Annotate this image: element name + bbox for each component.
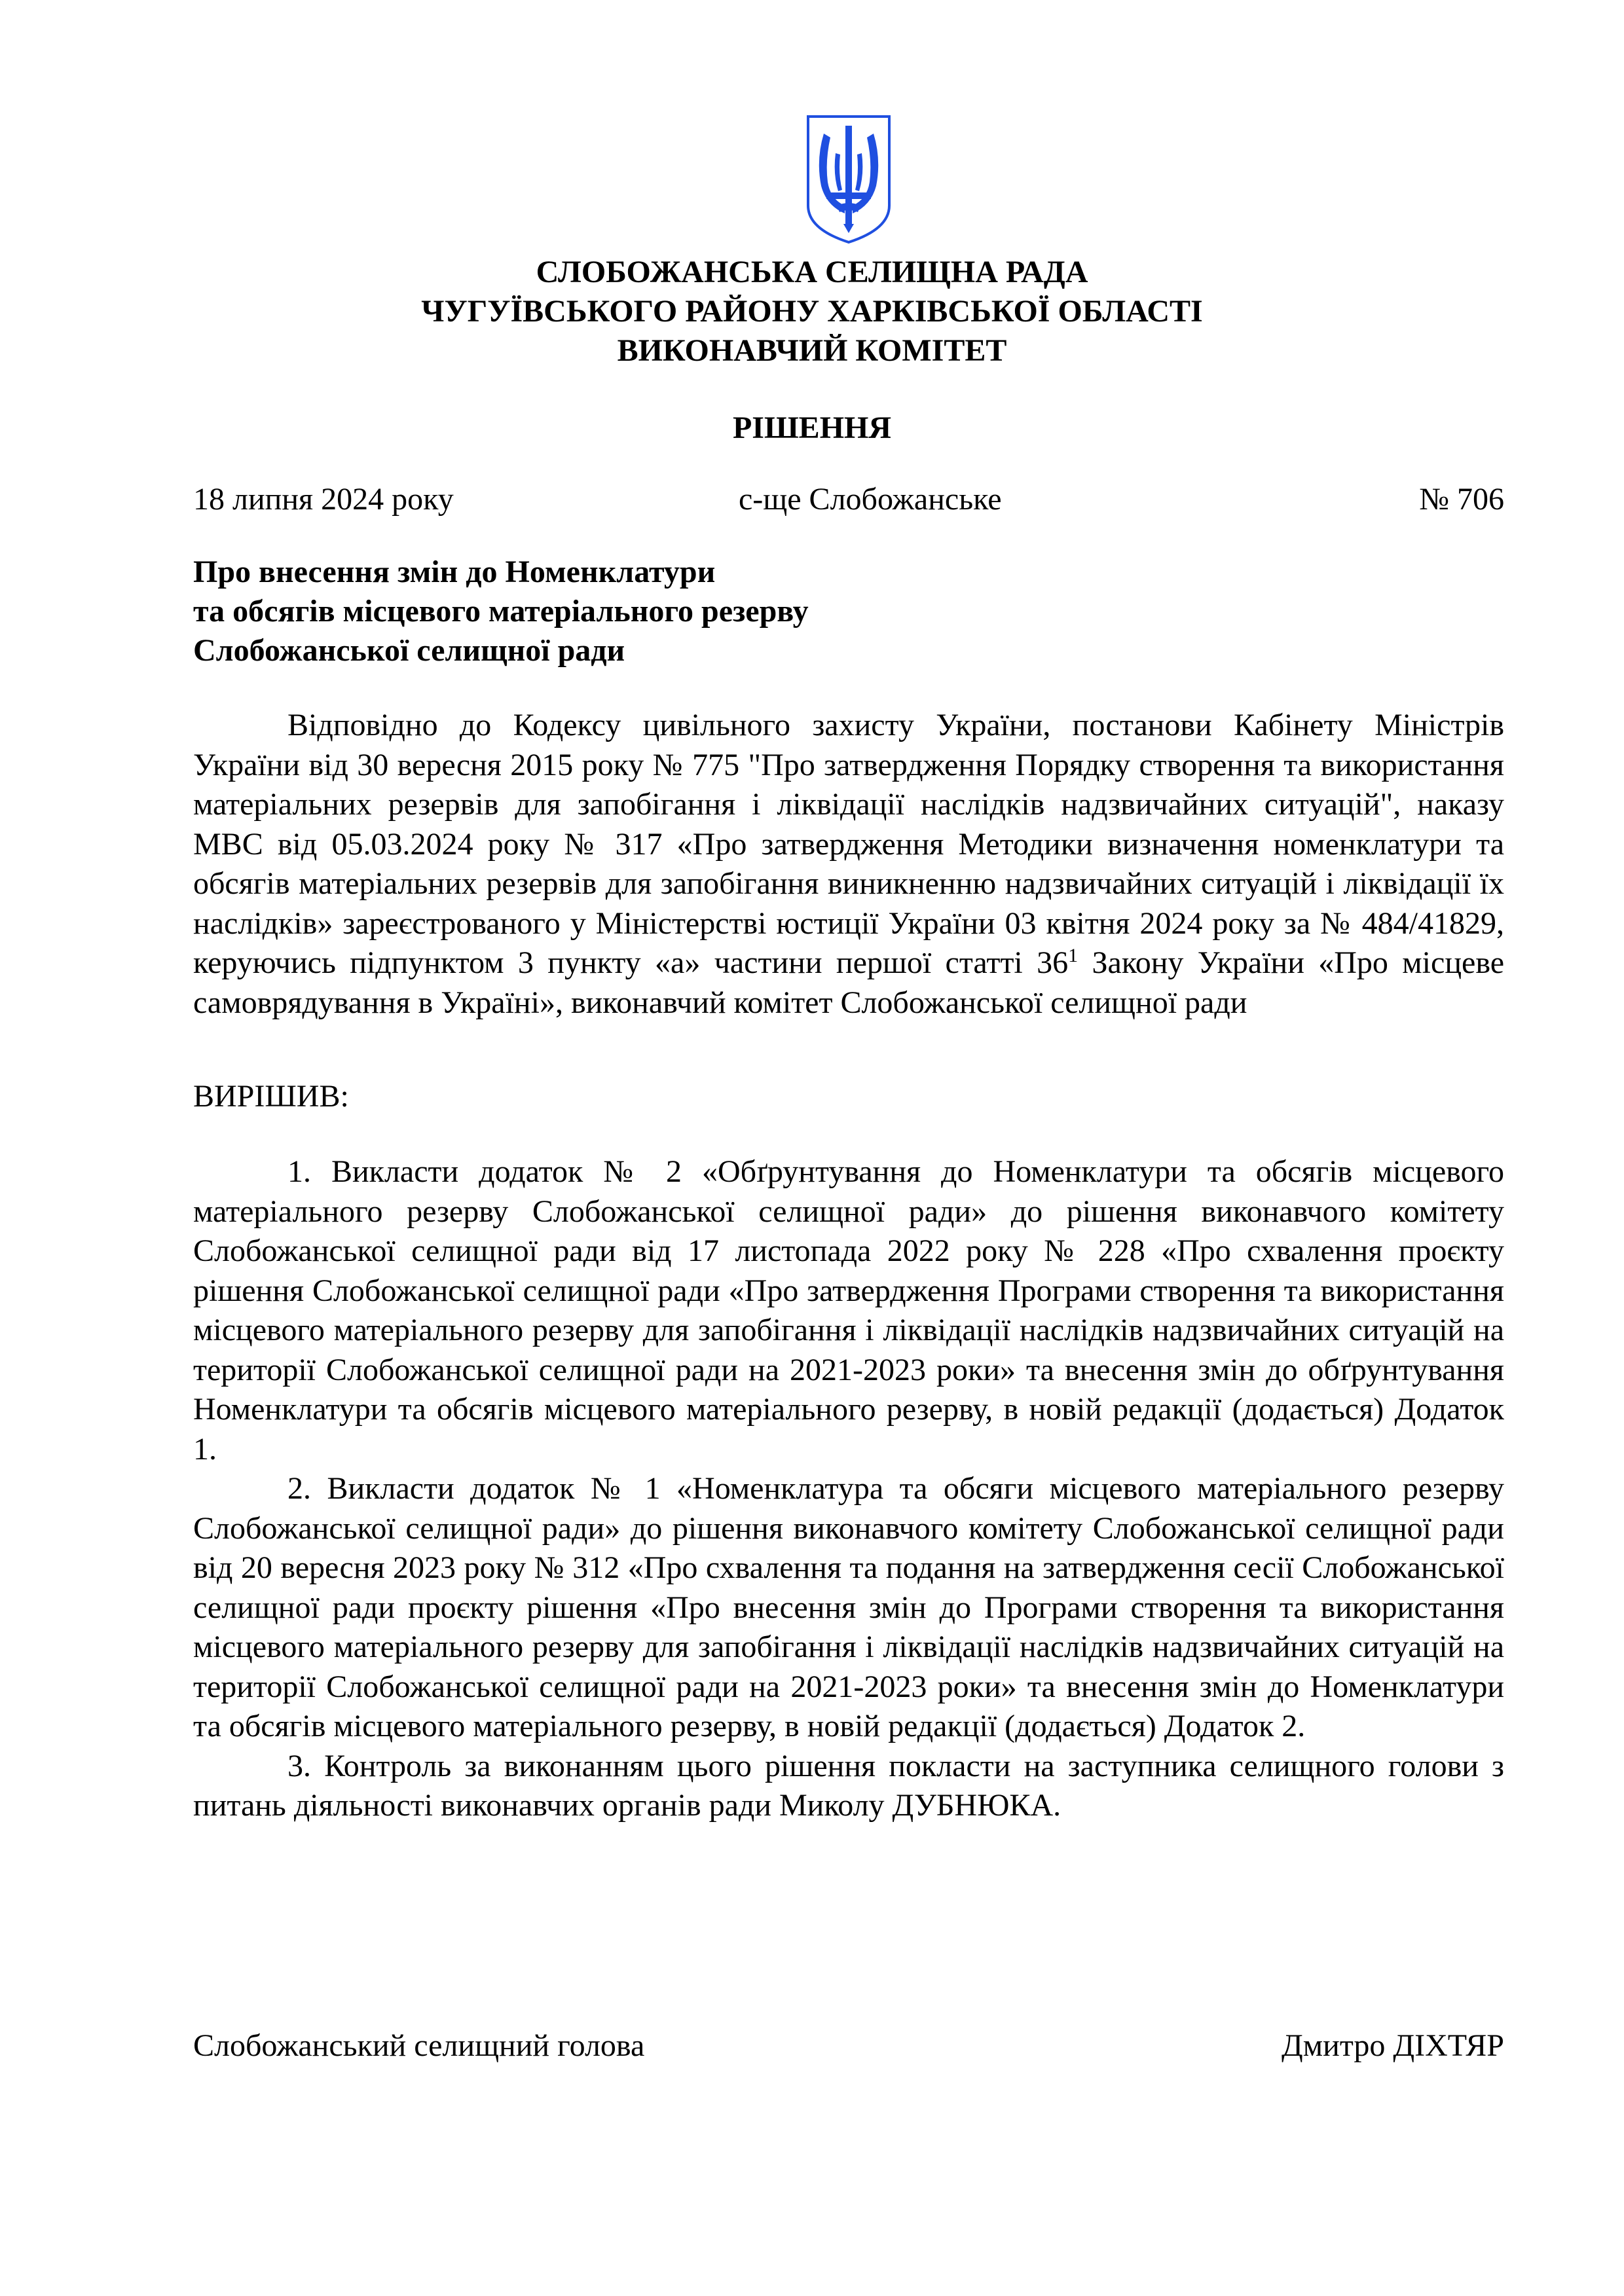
coat-of-arms-icon bbox=[804, 114, 893, 245]
topic-line: Про внесення змін до Номенклатури bbox=[193, 555, 716, 589]
decision-items bbox=[193, 1152, 1504, 1826]
decision-item: 2. Викласти додаток № 1 «Номенклатура та обсяги місцевого матеріального резерву Слобожанської селищної ради» до рішення виконавчого комітету Слобожанської селищної ради від 20 вересня 2023 року № 312 «Про схвалення та подання на затвердження сесії Слобожанської селищної ради проєкту рішення «Про внесення змін до Програми створення та використання місцевого матеріального резерву для запобігання і ліквідації наслідків надзвичайних ситуацій на території Слобожанської селищної ради на 2021-2023 роки» та внесення змін до Номенклатури та обсягів місцевого матеріального резерву, в новій редакції (додається) Додаток 2. bbox=[193, 1471, 1504, 1743]
document-type: РІШЕННЯ bbox=[732, 410, 892, 445]
decision-item: 3. Контроль за виконанням цього рішення покласти на заступника селищного голови з питань діяльності виконавчих органів ради Миколу ДУБНЮКА. bbox=[193, 1748, 1504, 1823]
signatory-name: Дмитро ДІХТЯР bbox=[1282, 2028, 1504, 2063]
resolved-heading: ВИРІШИВ: bbox=[193, 1079, 349, 1114]
council-title: СЛОБОЖАНСЬКА СЕЛИЩНА РАДА bbox=[536, 255, 1088, 289]
decision-number: № 706 bbox=[1419, 482, 1504, 517]
preamble-text-end: Закону України «Про місцеве самоврядування в Україні», виконавчий комітет Слобожанської селищної ради bbox=[193, 945, 1505, 1020]
preamble-superscript: 1 bbox=[1068, 945, 1079, 966]
decision-place: с-ще Слобожанське bbox=[739, 482, 1002, 517]
preamble bbox=[193, 706, 1504, 1023]
committee-title: ВИКОНАВЧИЙ КОМІТЕТ bbox=[617, 333, 1007, 368]
decision-item: 1. Викласти додаток № 2 «Обґрунтування до Номенклатури та обсягів місцевого матеріального резерву Слобожанської селищної ради» до рішення виконавчого комітету Слобожанської селищної ради від 17 листопада 2022 року № 228 «Про схвалення проєкту рішення Слобожанської селищної ради «Про затвердження Програми створення та використання місцевого матеріального резерву для запобігання і ліквідації наслідків надзвичайних ситуацій на території Слобожанської селищної ради на 2021-2023 роки» та внесення змін до обґрунтування Номенклатури та обсягів місцевого матеріального резерву, в новій редакції (додається) Додаток 1. bbox=[193, 1154, 1504, 1467]
decision-date: 18 липня 2024 року bbox=[193, 482, 454, 517]
topic-line: Слобожанської селищної ради bbox=[193, 633, 625, 668]
signatory-position: Слобожанський селищний голова bbox=[193, 2028, 645, 2063]
district-title: ЧУГУЇВСЬКОГО РАЙОНУ ХАРКІВСЬКОЇ ОБЛАСТІ bbox=[421, 294, 1203, 329]
topic-line: та обсягів місцевого матеріального резерву bbox=[193, 594, 809, 629]
decision-topic bbox=[193, 553, 1044, 670]
preamble-text: Відповідно до Кодексу цивільного захисту України, постанови Кабінету Міністрів України від 30 вересня 2015 року № 775 "Про затвердження Порядку створення та використання матеріальних резервів для запобігання і ліквідації наслідків надзвичайних ситуацій", наказу МВС від 05.03.2024 року № 317 «Про затвердження Методики визначення номенклатури та обсягів матеріальних резервів для запобігання виникненню надзвичайних ситуацій і ліквідації їх наслідків» зареєстрованого у Міністерстві юстиції України 03 квітня 2024 року за № 484/41829, керуючись підпунктом 3 пункту «а» частини першої статті 36 bbox=[193, 708, 1504, 980]
